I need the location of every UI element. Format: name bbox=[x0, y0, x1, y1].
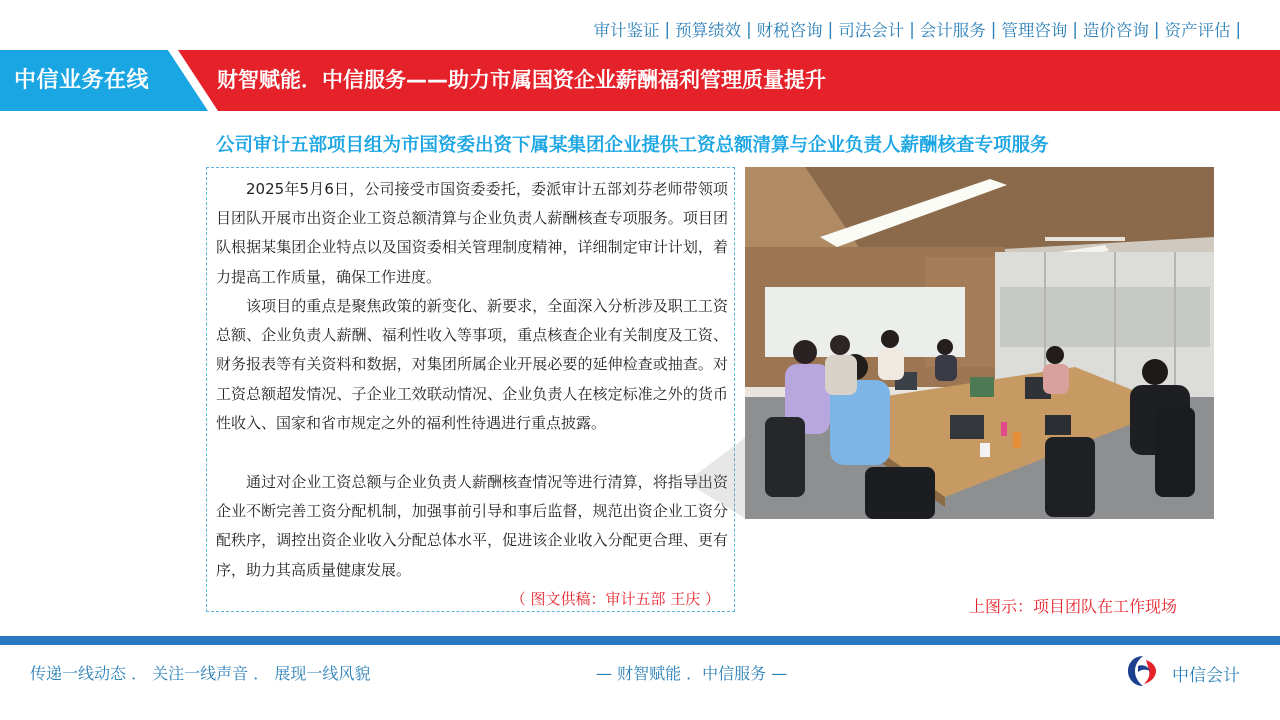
company-logo-icon bbox=[1124, 652, 1162, 690]
nav-separator: | bbox=[827, 19, 834, 39]
nav-item-tax-consulting[interactable]: 财税咨询 bbox=[756, 21, 823, 40]
article-paragraph-2: 该项目的重点是聚焦政策的新变化、新要求，全面深入分析涉及职工工资总额、企业负责人薪酬、福利性收入等事项，重点核查企业有关制度及工资、财务报表等有关资料和数据，对集团所属企业开展必要的延伸检查或抽查。对工资总额超发情况、子企业工效联动情况、企业负责人在核定标准之外的货币性收入、国家和省市规定之外的福利性待遇进行重点披露。 bbox=[216, 297, 728, 432]
nav-item-asset-appraisal[interactable]: 资产评估 bbox=[1164, 21, 1231, 40]
nav-item-budget-performance[interactable]: 预算绩效 bbox=[675, 21, 742, 40]
nav-item-audit[interactable]: 审计鉴证 bbox=[593, 21, 660, 40]
nav-item-accounting-services[interactable]: 会计服务 bbox=[919, 21, 986, 40]
article-headline: 公司审计五部项目组为市国资委出资下属某集团企业提供工资总额清算与企业负责人薪酬核查专项服务 bbox=[216, 135, 1049, 156]
section-title: 中信业务在线 bbox=[14, 68, 150, 93]
footer-brand-name: 中信会计 bbox=[1172, 666, 1240, 686]
footer-slogan: 传递一线动态 ． 关注一线声音 ． 展现一线风貌 bbox=[30, 664, 371, 683]
footer-tagline: — 财智赋能 ．中信服务 — bbox=[596, 664, 788, 683]
nav-separator: | bbox=[1153, 19, 1160, 39]
nav-separator: | bbox=[664, 19, 671, 39]
photo-caption: 上图示：项目团队在工作现场 bbox=[969, 597, 1178, 616]
nav-item-forensic-accounting[interactable]: 司法会计 bbox=[838, 21, 905, 40]
team-photo bbox=[745, 167, 1214, 519]
nav-separator: | bbox=[1072, 19, 1078, 39]
nav-item-cost-consulting[interactable]: 造价咨询 bbox=[1082, 21, 1149, 40]
footer-divider bbox=[0, 636, 1280, 645]
header-banner bbox=[0, 50, 1280, 111]
nav-separator: | bbox=[746, 19, 752, 39]
nav-separator: | bbox=[909, 19, 915, 39]
article-credit: （ 图文供稿：审计五部 王庆 ） bbox=[510, 590, 720, 608]
nav-item-management-consulting[interactable]: 管理咨询 bbox=[1001, 21, 1068, 40]
article-paragraph-3: 通过对企业工资总额与企业负责人薪酬核查情况等进行清算，将指导出资企业不断完善工资分配机制，加强事前引导和事后监督，规范出资企业工资分配秩序，调控出资企业收入分配总体水平，促进该企业收入分配更合理、更有序，助力其高质量健康发展。 bbox=[216, 473, 728, 579]
article-textbox bbox=[206, 167, 735, 612]
nav-separator: | bbox=[1235, 19, 1241, 39]
nav-separator: | bbox=[990, 19, 997, 39]
page-title: 财智赋能．中信服务——助力市属国资企业薪酬福利管理质量提升 bbox=[217, 68, 826, 92]
office-scene-illustration bbox=[745, 167, 1214, 519]
article-paragraph-1: 2025年5月6日，公司接受市国资委委托，委派审计五部刘芬老师带领项目团队开展市出资企业工资总额清算与企业负责人薪酬核查专项服务。项目团队根据某集团企业特点以及国资委相关管理制度精神，详细制定审计计划，着力提高工作质量，确保工作进度。 bbox=[216, 180, 728, 286]
top-nav bbox=[594, 17, 1247, 41]
